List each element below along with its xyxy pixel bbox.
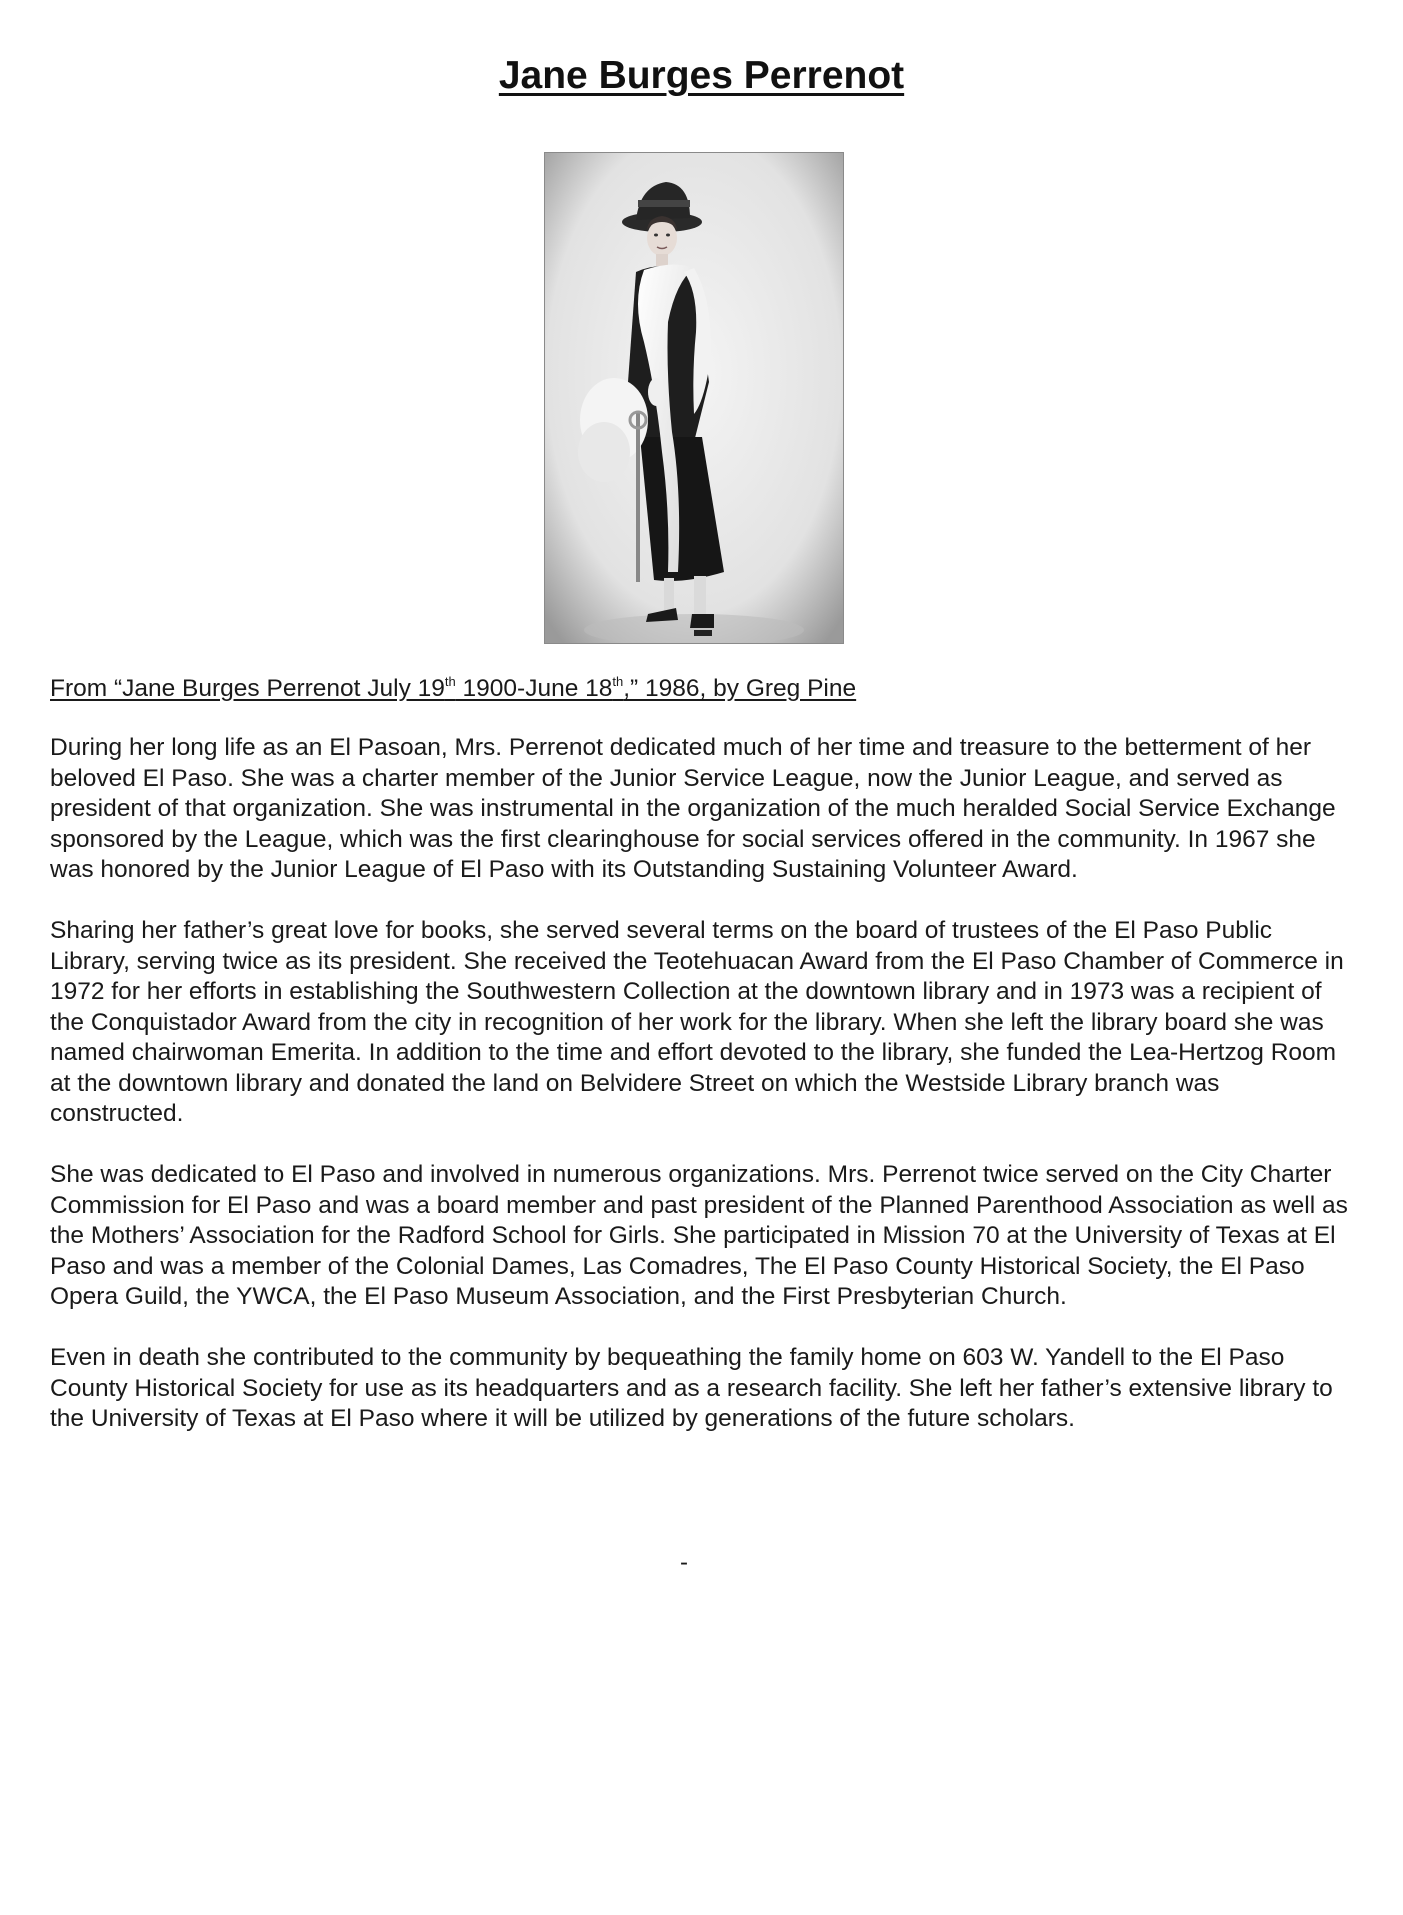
article-body: [50, 733, 1350, 1465]
paragraph-service-league: During her long life as an El Pasoan, Mrs. Perrenot dedicated much of her time and treasure to the betterment of her beloved El Paso. She was a charter member of the Junior Service League, now the Junior League, and served as president of that organization. She was instrumental in the organization of the much heralded Social Service Exchange sponsored by the League, which was the first clearinghouse for social services offered in the community. In 1967 she was honored by the Junior League of El Paso with its Outstanding Sustaining Volunteer Award.: [50, 734, 1336, 883]
paragraph-bequest: Even in death she contributed to the community by bequeathing the family home on 603 W. Yandell to the El Paso County Historical Society for use as its headquarters and as a research facility. She left her father’s extensive library to the University of Texas at El Paso where it will be utilized by generations of the future scholars.: [50, 1344, 1333, 1432]
source-prefix: From “Jane Burges Perrenot July 19: [50, 675, 445, 702]
source-suffix: ,” 1986, by Greg Pine: [623, 675, 857, 702]
source-sup-2: th: [612, 674, 624, 689]
portrait-photo: [544, 152, 844, 644]
source-citation: [50, 674, 856, 704]
paragraph-organizations: She was dedicated to El Paso and involved in numerous organizations. Mrs. Perrenot twice served on the City Charter Commission for El Paso and was a board member and past president of the Planned Parenthood Association as well as the Mothers’ Association for the Radford School for Girls. She participated in Mission 70 at the University of Texas at El Paso and was a member of the Colonial Dames, Las Comadres, The El Paso County Historical Society, the El Paso Opera Guild, the YWCA, the El Paso Museum Association, and the First Presbyterian Church.: [50, 1161, 1348, 1310]
end-mark: -: [680, 1549, 688, 1576]
paragraph-library: Sharing her father’s great love for books, she served several terms on the board of trustees of the El Paso Public Library, serving twice as its president. She received the Teotehuacan Award from the El Paso Chamber of Commerce in 1972 for her efforts in establishing the Southwestern Collection at the downtown library and in 1973 was a recipient of the Conquistador Award from the city in recognition of her work for the library. When she left the library board she was named chairwoman Emerita. In addition to the time and effort devoted to the library, she funded the Lea-Hertzog Room at the downtown library and donated the land on Belvidere Street on which the Westside Library branch was constructed.: [50, 917, 1344, 1127]
page-title: Jane Burges Perrenot: [498, 54, 905, 97]
source-middle: 1900-June 18: [455, 675, 613, 702]
source-sup-1: th: [444, 674, 456, 689]
